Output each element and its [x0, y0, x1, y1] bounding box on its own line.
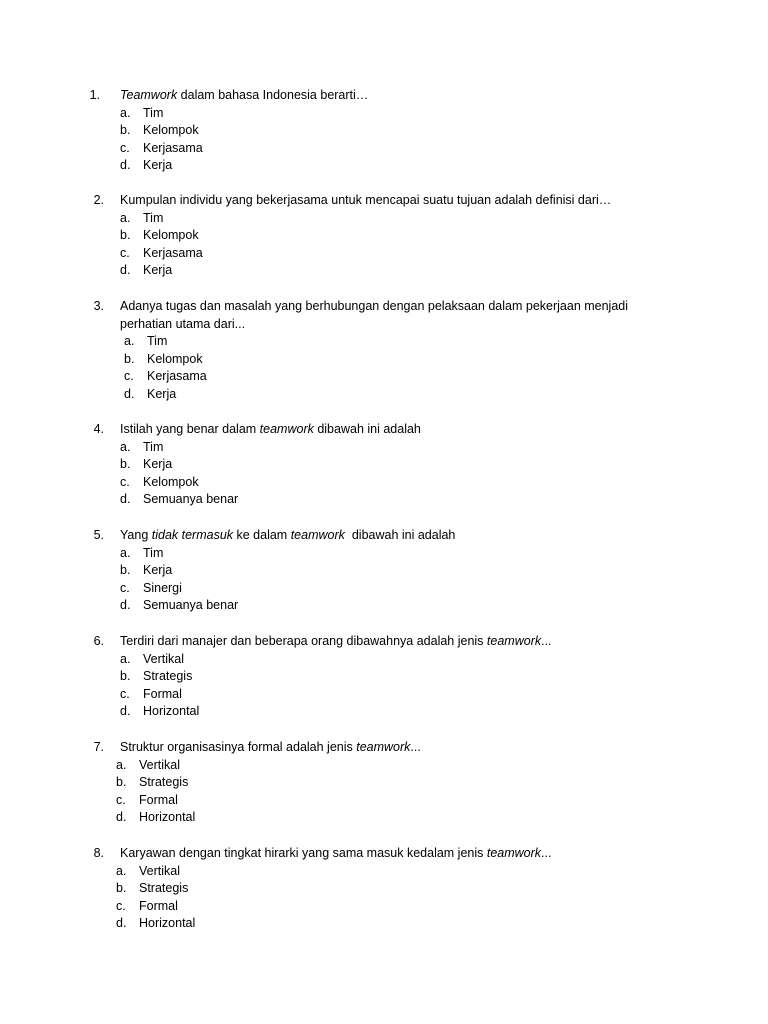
- option-text: Kelompok: [143, 474, 199, 489]
- stem-text: Struktur organisasinya formal adalah jenis: [120, 740, 357, 754]
- option-text: Formal: [143, 686, 182, 701]
- question-stem: [120, 192, 611, 210]
- option-letter: d.: [120, 704, 131, 719]
- question-number: 7.: [93, 740, 104, 754]
- option-text: Semuanya benar: [143, 492, 239, 507]
- option-text: Kerjasama: [147, 369, 207, 384]
- option-text: Sinergi: [143, 580, 182, 595]
- question-stem: [120, 633, 552, 651]
- option-letter: b.: [120, 123, 131, 138]
- stem-text: Terdiri dari manajer dan beberapa orang dibawahnya adalah jenis: [120, 634, 487, 648]
- italic-term: teamwork: [259, 422, 314, 436]
- option-letter: c.: [116, 898, 126, 913]
- question-stem: [120, 87, 368, 105]
- option-text: Vertikal: [139, 863, 180, 878]
- option-letter: a.: [124, 334, 135, 349]
- option-letter: b.: [120, 457, 131, 472]
- italic-term: teamwork: [486, 634, 542, 648]
- option-letter: d.: [120, 598, 131, 613]
- question-number: 3.: [93, 299, 104, 313]
- option-text: Tim: [143, 105, 164, 120]
- option-text: Vertikal: [143, 651, 184, 666]
- stem-text: Istilah yang benar dalam: [120, 422, 260, 436]
- option-text: Tim: [147, 334, 168, 349]
- question-stem: [120, 527, 455, 545]
- option-text: Kerjasama: [143, 245, 203, 260]
- question-number: 2.: [93, 193, 104, 207]
- question-number: 6.: [93, 634, 104, 648]
- stem-text: Yang: [120, 528, 152, 542]
- option-text: Strategis: [143, 669, 193, 684]
- question-stem: [120, 845, 551, 863]
- italic-term: tidak termasuk: [151, 528, 234, 542]
- italic-term: teamwork: [356, 740, 411, 754]
- option-letter: b.: [116, 775, 127, 790]
- question-number: 8.: [93, 846, 104, 860]
- option-text: Kerjasama: [143, 140, 203, 155]
- stem-text: ...: [410, 740, 421, 754]
- option-text: Kelompok: [147, 351, 203, 366]
- stem-text: Adanya tugas dan masalah yang berhubungan dengan pelaksaan dalam pekerjaan menjadi: [120, 299, 629, 313]
- stem-text: perhatian utama dari...: [120, 316, 246, 331]
- option-text: Kerja: [147, 387, 177, 401]
- question-number: 5.: [93, 528, 104, 542]
- option-letter: b.: [120, 669, 131, 684]
- option-text: Kerja: [143, 457, 173, 472]
- option-text: Kelompok: [143, 123, 199, 138]
- option-text: Formal: [139, 792, 178, 807]
- option-letter: c.: [120, 245, 130, 260]
- question-stem: [120, 298, 628, 316]
- option-text: Horizontal: [139, 810, 196, 825]
- option-letter: a.: [120, 545, 131, 560]
- option-letter: a.: [120, 105, 131, 120]
- option-letter: d.: [124, 387, 135, 401]
- option-letter: d.: [120, 492, 131, 507]
- option-text: Vertikal: [139, 757, 180, 772]
- option-text: Semuanya benar: [143, 598, 239, 613]
- option-text: Tim: [143, 439, 164, 454]
- option-letter: d.: [120, 158, 131, 173]
- option-letter: c.: [120, 474, 130, 489]
- stem-text: dibawah ini adalah: [313, 422, 421, 436]
- option-letter: c.: [116, 792, 126, 807]
- option-letter: d.: [120, 263, 131, 278]
- stem-text: Karyawan dengan tingkat hirarki yang sama masuk kedalam jenis: [120, 846, 487, 860]
- option-text: Tim: [143, 210, 164, 225]
- option-text: Kerja: [143, 263, 173, 278]
- stem-text: dalam bahasa Indonesia berarti…: [177, 88, 369, 102]
- option-letter: d.: [116, 916, 127, 931]
- option-text: Tim: [143, 545, 164, 560]
- option-text: Kerja: [143, 158, 173, 173]
- italic-term: Teamwork: [120, 88, 178, 102]
- option-letter: c.: [120, 686, 130, 701]
- question-stem: [120, 739, 421, 757]
- option-letter: a.: [120, 210, 131, 225]
- option-letter: a.: [120, 439, 131, 454]
- stem-text: ...: [541, 846, 552, 860]
- question-stem: [120, 316, 245, 334]
- option-letter: b.: [116, 881, 127, 896]
- option-letter: c.: [120, 140, 130, 155]
- option-letter: a.: [116, 863, 127, 878]
- option-letter: d.: [116, 810, 127, 825]
- option-text: Formal: [139, 898, 178, 913]
- question-number: 1.: [89, 88, 100, 102]
- option-letter: c.: [120, 580, 130, 595]
- option-letter: a.: [116, 757, 127, 772]
- option-text: Horizontal: [143, 704, 200, 719]
- option-letter: b.: [120, 563, 131, 578]
- question-stem: [120, 421, 421, 439]
- stem-text: Kumpulan individu yang bekerjasama untuk mencapai suatu tujuan adalah definisi dari…: [120, 193, 612, 207]
- option-text: Horizontal: [139, 916, 196, 931]
- option-letter: b.: [120, 228, 131, 243]
- option-text: Strategis: [139, 775, 189, 790]
- option-text: Kerja: [143, 563, 173, 578]
- question-number: 4.: [93, 422, 104, 436]
- option-letter: a.: [120, 651, 131, 666]
- stem-text: dibawah ini adalah: [344, 528, 456, 542]
- stem-text: ...: [541, 634, 552, 648]
- italic-term: teamwork: [486, 846, 542, 860]
- stem-text: ke dalam: [233, 528, 291, 542]
- option-text: Kelompok: [143, 228, 199, 243]
- italic-term: teamwork: [290, 528, 345, 542]
- option-letter: c.: [124, 369, 134, 384]
- option-letter: b.: [124, 351, 135, 366]
- option-text: Strategis: [139, 881, 189, 896]
